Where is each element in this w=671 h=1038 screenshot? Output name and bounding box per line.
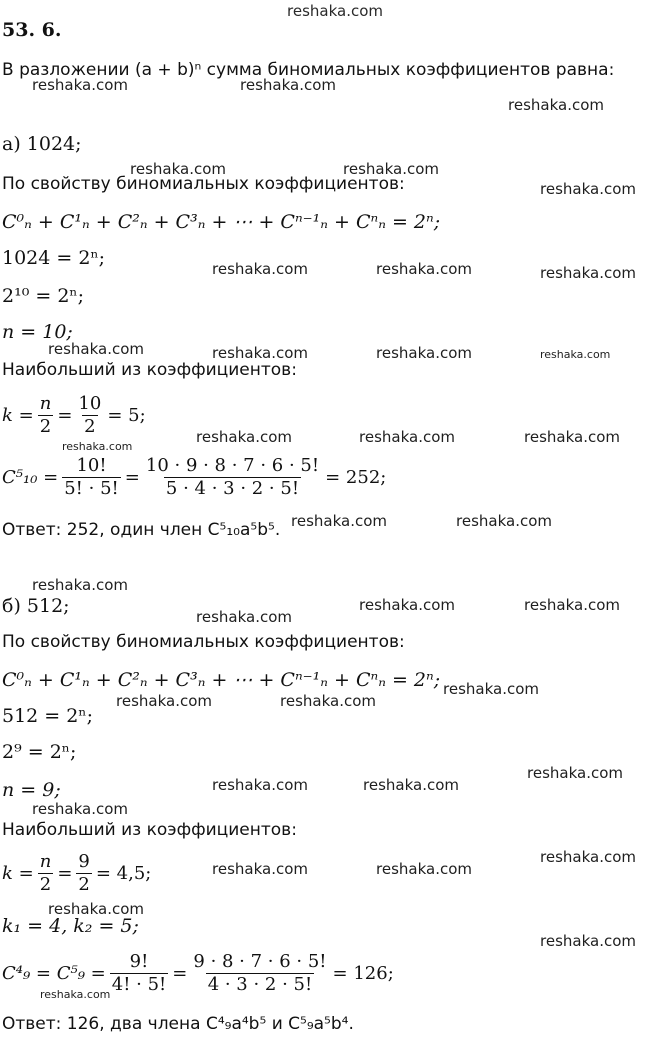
watermark: reshaka.com [363, 776, 459, 794]
watermark: reshaka.com [343, 160, 439, 178]
watermark: reshaka.com [527, 764, 623, 782]
fraction [38, 394, 54, 437]
watermark: reshaka.com [540, 932, 636, 950]
watermark: reshaka.com [540, 848, 636, 866]
watermark: reshaka.com [32, 800, 128, 818]
k-lhs: k = [2, 405, 34, 426]
fraction [76, 394, 103, 437]
watermark: reshaka.com [62, 440, 133, 453]
numerator: n [39, 851, 52, 872]
part-b-eq1: 512 = 2ⁿ; [2, 705, 93, 727]
numerator: 10! [76, 455, 107, 476]
k-lhs: k = [2, 863, 34, 884]
c-rhs: = 126; [332, 963, 394, 984]
denominator: 2 [84, 416, 96, 437]
fraction [62, 456, 121, 499]
denominator: 2 [78, 874, 90, 895]
watermark: reshaka.com [287, 2, 383, 20]
watermark: reshaka.com [540, 264, 636, 282]
c-lhs: C⁴₉ = C⁵₉ = [2, 963, 106, 984]
part-b-largest: Наибольший из коэффициентов: [2, 820, 297, 840]
watermark: reshaka.com [280, 692, 376, 710]
k-rhs: = 5; [107, 405, 146, 426]
equals: = [124, 467, 140, 488]
watermark: reshaka.com [32, 576, 128, 594]
watermark: reshaka.com [240, 76, 336, 94]
watermark: reshaka.com [48, 900, 144, 918]
part-a-c-formula [2, 456, 386, 499]
watermark: reshaka.com [508, 96, 604, 114]
part-a-sum-equation: C⁰ₙ + C¹ₙ + C²ₙ + C³ₙ + ⋯ + Cⁿ⁻¹ₙ + Cⁿₙ = 2ⁿ; [2, 211, 441, 233]
part-a-largest: Наибольший из коэффициентов: [2, 360, 297, 380]
equals: = [57, 863, 73, 884]
part-a-eq2: 2¹⁰ = 2ⁿ; [2, 285, 85, 307]
denominator: 2 [39, 874, 52, 895]
watermark: reshaka.com [376, 260, 472, 278]
part-a-label: а) 1024; [2, 133, 82, 155]
watermark: reshaka.com [359, 596, 455, 614]
part-b-c-formula [2, 952, 394, 995]
part-b-k12: k₁ = 4, k₂ = 5; [2, 915, 139, 937]
watermark: reshaka.com [359, 428, 455, 446]
watermark: reshaka.com [456, 512, 552, 530]
watermark: reshaka.com [48, 340, 144, 358]
part-a-eq1: 1024 = 2ⁿ; [2, 247, 106, 269]
watermark: reshaka.com [130, 160, 226, 178]
part-b-eq3: n = 9; [2, 779, 61, 801]
equals: = [172, 963, 188, 984]
watermark: reshaka.com [32, 76, 128, 94]
watermark: reshaka.com [212, 344, 308, 362]
fraction [110, 952, 169, 995]
part-b-label: б) 512; [2, 595, 70, 617]
fraction [76, 852, 91, 895]
equals: = [57, 405, 73, 426]
part-b-answer: Ответ: 126, два члена C⁴₉a⁴b⁵ и C⁵₉a⁵b⁴. [2, 1014, 354, 1034]
denominator: 5! · 5! [64, 478, 119, 499]
fraction [191, 952, 328, 995]
part-a-answer: Ответ: 252, один член C⁵₁₀a⁵b⁵. [2, 520, 281, 540]
denominator: 4! · 5! [111, 974, 167, 995]
watermark: reshaka.com [212, 260, 308, 278]
numerator: 10 · 9 · 8 · 7 · 6 · 5! [145, 455, 320, 476]
watermark: reshaka.com [212, 860, 308, 878]
numerator: 9 [78, 851, 90, 872]
watermark: reshaka.com [116, 692, 212, 710]
numerator: 9! [129, 951, 149, 972]
watermark: reshaka.com [196, 428, 292, 446]
part-b-sum-equation: C⁰ₙ + C¹ₙ + C²ₙ + C³ₙ + ⋯ + Cⁿ⁻¹ₙ + Cⁿₙ = 2ⁿ; [2, 669, 441, 691]
watermark: reshaka.com [524, 596, 620, 614]
watermark: reshaka.com [524, 428, 620, 446]
denominator: 4 · 3 · 2 · 5! [207, 974, 313, 995]
c-rhs: = 252; [325, 467, 387, 488]
k-rhs: = 4,5; [95, 863, 152, 884]
part-b-eq2: 2⁹ = 2ⁿ; [2, 741, 77, 763]
part-a-eq3: n = 10; [2, 321, 73, 343]
fraction [144, 456, 321, 499]
denominator: 5 · 4 · 3 · 2 · 5! [165, 478, 300, 499]
part-b-k-formula [2, 852, 151, 895]
part-a-k-formula [2, 394, 146, 437]
watermark: reshaka.com [376, 860, 472, 878]
part-b-property: По свойству биномиальных коэффициентов: [2, 632, 405, 652]
watermark: reshaka.com [40, 988, 111, 1001]
watermark: reshaka.com [540, 348, 611, 361]
watermark: reshaka.com [376, 344, 472, 362]
watermark: reshaka.com [196, 608, 292, 626]
watermark: reshaka.com [540, 180, 636, 198]
denominator: 2 [39, 416, 52, 437]
numerator: n [39, 393, 52, 414]
fraction [38, 852, 54, 895]
problem-statement: В разложении (a + b)ⁿ сумма биномиальных коэффициентов равна: [2, 60, 615, 80]
numerator: 10 [78, 393, 102, 414]
watermark: reshaka.com [212, 776, 308, 794]
numerator: 9 · 8 · 7 · 6 · 5! [193, 951, 327, 972]
watermark: reshaka.com [291, 512, 387, 530]
c-lhs: C⁵₁₀ = [2, 467, 59, 488]
part-a-property: По свойству биномиальных коэффициентов: [2, 174, 405, 194]
problem-title: 53. 6. [2, 19, 62, 41]
watermark: reshaka.com [443, 680, 539, 698]
